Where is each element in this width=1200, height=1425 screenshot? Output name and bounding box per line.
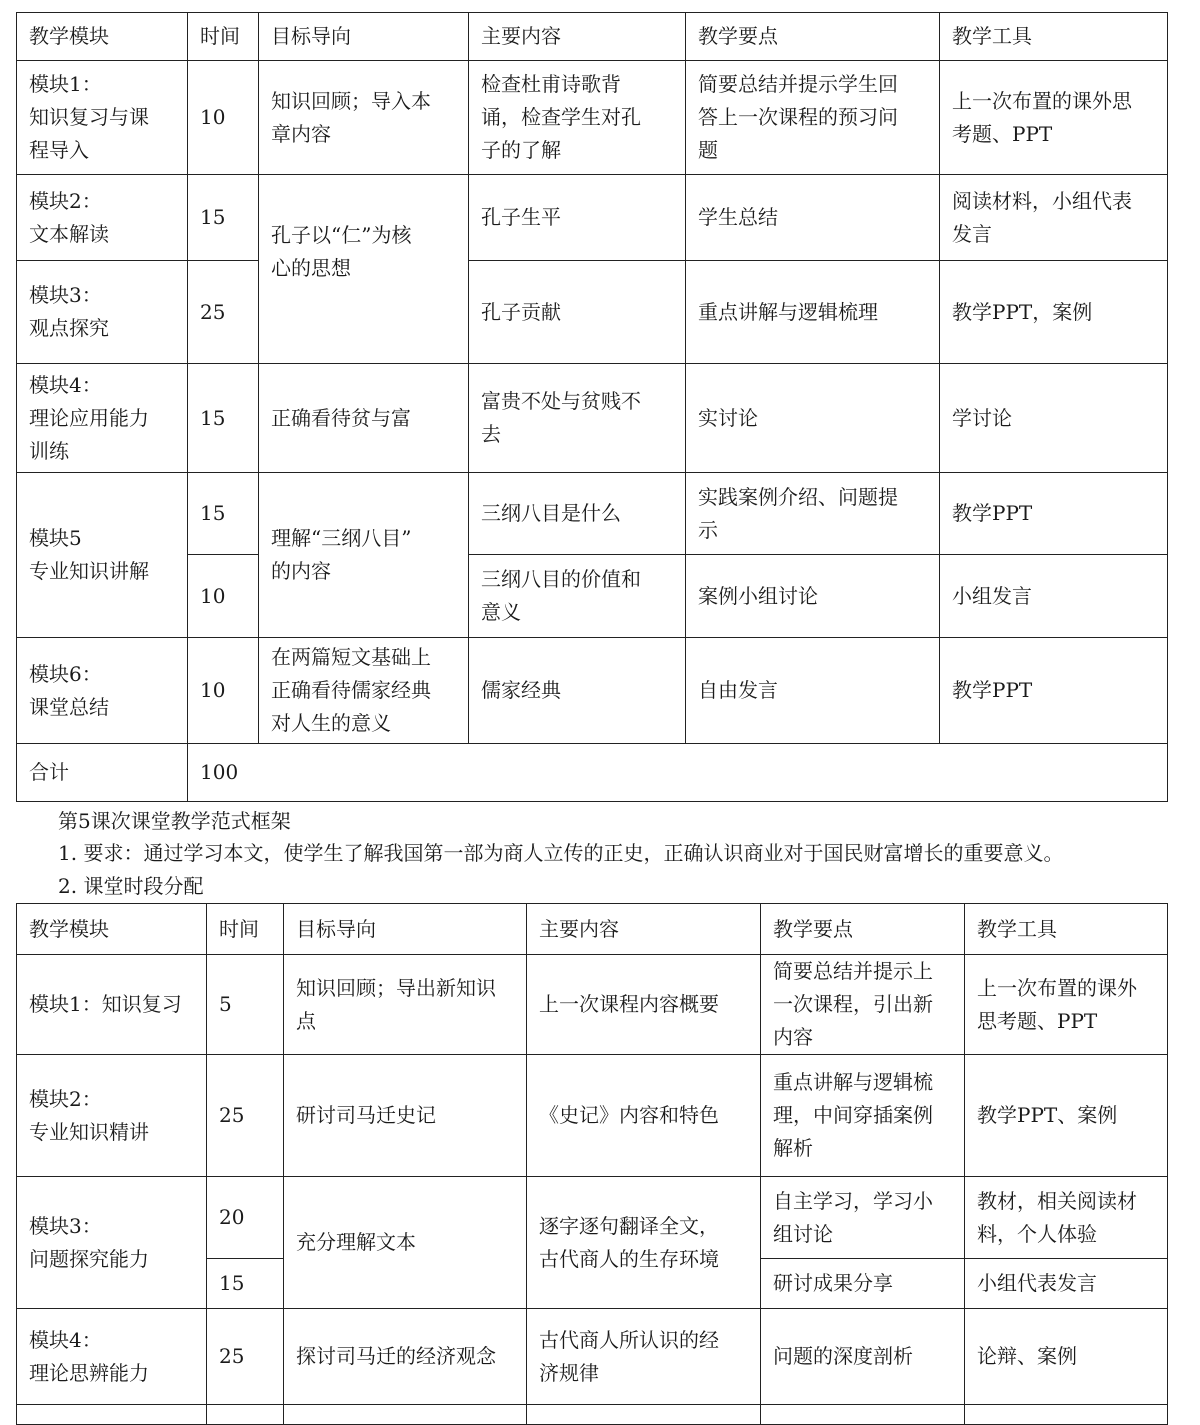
header-cell: 教学工具 xyxy=(940,13,1168,61)
table-row xyxy=(17,364,1168,473)
point-cell: 问题的深度剖析 xyxy=(761,1309,965,1405)
header-cell: 教学要点 xyxy=(686,13,940,61)
module-cell: 模块2： 专业知识精讲 xyxy=(17,1055,207,1177)
time-cell: 15 xyxy=(188,473,259,555)
allocation-heading: 2. 课堂时段分配 xyxy=(58,874,204,898)
content-cell: 检查杜甫诗歌背 诵，检查学生对孔 子的了解 xyxy=(469,61,686,175)
module-cell: 模块4： 理论思辨能力 xyxy=(17,1309,207,1405)
table-header-row xyxy=(17,904,1168,955)
header-cell: 主要内容 xyxy=(527,904,761,955)
point-cell: 案例小组讨论 xyxy=(686,555,940,638)
header-cell: 教学工具 xyxy=(965,904,1168,955)
content-cell: 三纲八目的价值和 意义 xyxy=(469,555,686,638)
tool-cell: 教材，相关阅读材 料，个人体验 xyxy=(965,1177,1168,1259)
content-cell: 《史记》内容和特色 xyxy=(527,1055,761,1177)
teaching-plan-table-2 xyxy=(16,903,1168,1425)
point-cell: 实践案例介绍、问题提 示 xyxy=(686,473,940,555)
table-row xyxy=(17,175,1168,261)
tool-cell: 教学PPT、案例 xyxy=(965,1055,1168,1177)
time-cell: 10 xyxy=(188,638,259,744)
goal-cell: 充分理解文本 xyxy=(284,1177,527,1309)
header-cell: 时间 xyxy=(207,904,284,955)
point-cell: 重点讲解与逻辑梳 理，中间穿插案例 解析 xyxy=(761,1055,965,1177)
goal-cell: 孔子以“仁”为核 心的思想 xyxy=(259,175,469,364)
table-row xyxy=(17,61,1168,175)
content-cell: 古代商人所认识的经 济规律 xyxy=(527,1309,761,1405)
content-cell: 逐字逐句翻译全文， 古代商人的生存环境 xyxy=(527,1177,761,1309)
header-cell: 目标导向 xyxy=(284,904,527,955)
table-row xyxy=(17,473,1168,555)
total-value: 100 xyxy=(188,744,1168,802)
point-cell: 简要总结并提示学生回 答上一次课程的预习问 题 xyxy=(686,61,940,175)
header-cell: 教学要点 xyxy=(761,904,965,955)
tool-cell: 论辩、案例 xyxy=(965,1309,1168,1405)
time-cell: 10 xyxy=(188,61,259,175)
total-label: 合计 xyxy=(17,744,188,802)
table-row xyxy=(17,638,1168,744)
tool-cell: 上一次布置的课外思 考题、PPT xyxy=(940,61,1168,175)
time-cell: 15 xyxy=(207,1259,284,1309)
goal-cell: 研讨司马迁史记 xyxy=(284,1055,527,1177)
goal-cell: 正确看待贫与富 xyxy=(259,364,469,473)
module-cell: 模块5 专业知识讲解 xyxy=(17,473,188,638)
tool-cell: 教学PPT，案例 xyxy=(940,261,1168,364)
goal-cell: 理解“三纲八目” 的内容 xyxy=(259,473,469,638)
header-cell: 时间 xyxy=(188,13,259,61)
table-row xyxy=(17,1055,1168,1177)
time-cell: 20 xyxy=(207,1177,284,1259)
time-cell: 15 xyxy=(188,364,259,473)
table-row xyxy=(17,955,1168,1055)
point-cell: 实讨论 xyxy=(686,364,940,473)
tool-cell: 小组发言 xyxy=(940,555,1168,638)
total-row xyxy=(17,744,1168,802)
table-row xyxy=(17,1309,1168,1405)
point-cell: 学生总结 xyxy=(686,175,940,261)
module-cell: 模块6： 课堂总结 xyxy=(17,638,188,744)
content-cell: 上一次课程内容概要 xyxy=(527,955,761,1055)
point-cell: 简要总结并提示上 一次课程，引出新 内容 xyxy=(761,955,965,1055)
point-cell: 研讨成果分享 xyxy=(761,1259,965,1309)
tool-cell: 教学PPT xyxy=(940,473,1168,555)
time-cell: 25 xyxy=(207,1055,284,1177)
header-cell: 教学模块 xyxy=(17,904,207,955)
table-row xyxy=(17,555,1168,638)
tool-cell: 教学PPT xyxy=(940,638,1168,744)
point-cell: 重点讲解与逻辑梳理 xyxy=(686,261,940,364)
table-header-row xyxy=(17,13,1168,61)
point-cell: 自由发言 xyxy=(686,638,940,744)
time-cell: 25 xyxy=(207,1309,284,1405)
content-cell: 三纲八目是什么 xyxy=(469,473,686,555)
table-row xyxy=(17,1177,1168,1259)
module-cell: 模块3： 问题探究能力 xyxy=(17,1177,207,1309)
goal-cell: 知识回顾；导入本 章内容 xyxy=(259,61,469,175)
tool-cell: 学讨论 xyxy=(940,364,1168,473)
tool-cell: 阅读材料，小组代表 发言 xyxy=(940,175,1168,261)
time-cell: 15 xyxy=(188,175,259,261)
goal-cell: 知识回顾；导出新知识 点 xyxy=(284,955,527,1055)
requirement-text: 1. 要求：通过学习本文，使学生了解我国第一部为商人立传的正史，正确认识商业对于国民财富增长的重要意义。 xyxy=(58,841,1064,865)
module-cell: 模块4： 理论应用能力 训练 xyxy=(17,364,188,473)
teaching-plan-table-1 xyxy=(16,12,1168,802)
time-cell: 10 xyxy=(188,555,259,638)
tool-cell: 上一次布置的课外 思考题、PPT xyxy=(965,955,1168,1055)
table-row xyxy=(17,261,1168,364)
header-cell: 目标导向 xyxy=(259,13,469,61)
time-cell: 5 xyxy=(207,955,284,1055)
header-cell: 主要内容 xyxy=(469,13,686,61)
tool-cell: 小组代表发言 xyxy=(965,1259,1168,1309)
module-cell: 模块2： 文本解读 xyxy=(17,175,188,261)
section-heading: 第5课次课堂教学范式框架 xyxy=(58,809,291,833)
header-cell: 教学模块 xyxy=(17,13,188,61)
content-cell: 富贵不处与贫贱不 去 xyxy=(469,364,686,473)
point-cell: 自主学习，学习小 组讨论 xyxy=(761,1177,965,1259)
goal-cell: 探讨司马迁的经济观念 xyxy=(284,1309,527,1405)
content-cell: 儒家经典 xyxy=(469,638,686,744)
module-cell: 模块1： 知识复习与课 程导入 xyxy=(17,61,188,175)
time-cell: 25 xyxy=(188,261,259,364)
content-cell: 孔子生平 xyxy=(469,175,686,261)
module-cell: 模块3： 观点探究 xyxy=(17,261,188,364)
goal-cell: 在两篇短文基础上 正确看待儒家经典 对人生的意义 xyxy=(259,638,469,744)
module-cell: 模块1：知识复习 xyxy=(17,955,207,1055)
content-cell: 孔子贡献 xyxy=(469,261,686,364)
